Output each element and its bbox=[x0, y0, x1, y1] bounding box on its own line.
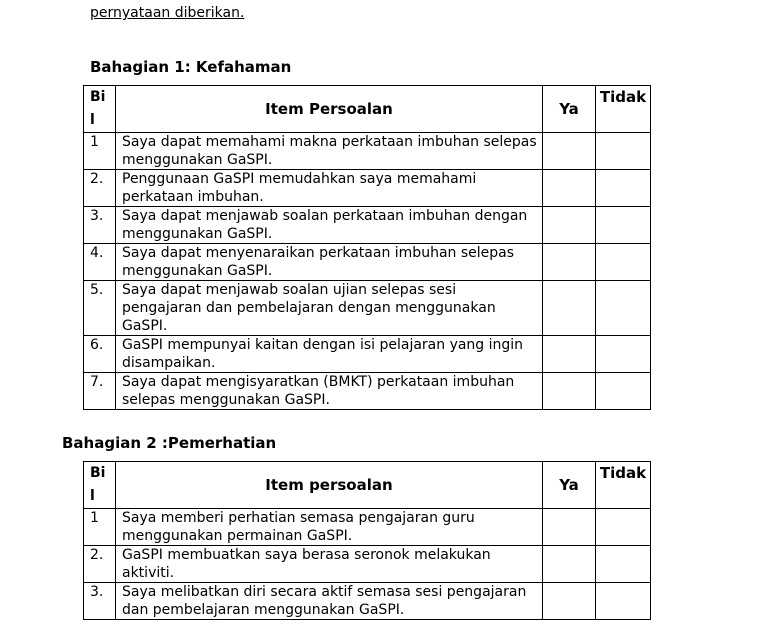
tidak-checkbox-cell[interactable] bbox=[596, 281, 651, 336]
tidak-checkbox-cell[interactable] bbox=[596, 509, 651, 546]
row-statement: Saya dapat memahami makna perkataan imbuhan selepas menggunakan GaSPI. bbox=[116, 133, 543, 170]
tidak-checkbox-cell[interactable] bbox=[596, 546, 651, 583]
row-statement: Saya dapat menjawab soalan perkataan imbuhan dengan menggunakan GaSPI. bbox=[116, 207, 543, 244]
ya-checkbox-cell[interactable] bbox=[543, 583, 596, 620]
ya-checkbox-cell[interactable] bbox=[543, 244, 596, 281]
header-tidak: Tidak bbox=[596, 462, 651, 509]
table-row bbox=[84, 583, 651, 620]
ya-checkbox-cell[interactable] bbox=[543, 170, 596, 207]
table-row bbox=[84, 170, 651, 207]
header-ya: Ya bbox=[543, 462, 596, 509]
tidak-checkbox-cell[interactable] bbox=[596, 170, 651, 207]
intro-text: pernyataan diberikan. bbox=[90, 5, 245, 21]
table-row bbox=[84, 133, 651, 170]
row-statement: GaSPI membuatkan saya berasa seronok melakukan aktiviti. bbox=[116, 546, 543, 583]
ya-checkbox-cell[interactable] bbox=[543, 207, 596, 244]
row-statement: Saya dapat menjawab soalan ujian selepas sesi pengajaran dan pembelajaran dengan menggunakan GaSPI. bbox=[116, 281, 543, 336]
table-header-row bbox=[84, 86, 651, 133]
section-2-table bbox=[83, 461, 651, 620]
ya-checkbox-cell[interactable] bbox=[543, 336, 596, 373]
table-row bbox=[84, 281, 651, 336]
header-item: Item Persoalan bbox=[116, 86, 543, 133]
table-header-row bbox=[84, 462, 651, 509]
row-statement: GaSPI mempunyai kaitan dengan isi pelajaran yang ingin disampaikan. bbox=[116, 336, 543, 373]
ya-checkbox-cell[interactable] bbox=[543, 281, 596, 336]
row-number: 2. bbox=[84, 546, 116, 583]
table-row bbox=[84, 336, 651, 373]
row-number: 1 bbox=[84, 509, 116, 546]
ya-checkbox-cell[interactable] bbox=[543, 133, 596, 170]
table-row bbox=[84, 509, 651, 546]
section-2-rows bbox=[84, 509, 651, 620]
row-number: 5. bbox=[84, 281, 116, 336]
ya-checkbox-cell[interactable] bbox=[543, 509, 596, 546]
header-bil: Bil bbox=[84, 86, 116, 133]
section-1-title: Bahagian 1: Kefahaman bbox=[90, 58, 292, 76]
section-2-title: Bahagian 2 :Pemerhatian bbox=[62, 434, 277, 452]
row-number: 2. bbox=[84, 170, 116, 207]
table-row bbox=[84, 546, 651, 583]
table-row bbox=[84, 244, 651, 281]
section-1-table bbox=[83, 85, 651, 410]
tidak-checkbox-cell[interactable] bbox=[596, 244, 651, 281]
row-statement: Saya dapat mengisyaratkan (BMKT) perkataan imbuhan selepas menggunakan GaSPI. bbox=[116, 373, 543, 410]
row-number: 6. bbox=[84, 336, 116, 373]
header-item: Item persoalan bbox=[116, 462, 543, 509]
section-1-rows bbox=[84, 133, 651, 410]
header-ya: Ya bbox=[543, 86, 596, 133]
header-bil: Bil bbox=[84, 462, 116, 509]
row-number: 7. bbox=[84, 373, 116, 410]
ya-checkbox-cell[interactable] bbox=[543, 546, 596, 583]
ya-checkbox-cell[interactable] bbox=[543, 373, 596, 410]
row-statement: Penggunaan GaSPI memudahkan saya memahami perkataan imbuhan. bbox=[116, 170, 543, 207]
header-tidak: Tidak bbox=[596, 86, 651, 133]
row-number: 3. bbox=[84, 207, 116, 244]
row-statement: Saya memberi perhatian semasa pengajaran guru menggunakan permainan GaSPI. bbox=[116, 509, 543, 546]
tidak-checkbox-cell[interactable] bbox=[596, 373, 651, 410]
tidak-checkbox-cell[interactable] bbox=[596, 336, 651, 373]
row-number: 1 bbox=[84, 133, 116, 170]
tidak-checkbox-cell[interactable] bbox=[596, 583, 651, 620]
table-row bbox=[84, 373, 651, 410]
table-row bbox=[84, 207, 651, 244]
tidak-checkbox-cell[interactable] bbox=[596, 207, 651, 244]
row-number: 3. bbox=[84, 583, 116, 620]
tidak-checkbox-cell[interactable] bbox=[596, 133, 651, 170]
row-number: 4. bbox=[84, 244, 116, 281]
row-statement: Saya dapat menyenaraikan perkataan imbuhan selepas menggunakan GaSPI. bbox=[116, 244, 543, 281]
row-statement: Saya melibatkan diri secara aktif semasa sesi pengajaran dan pembelajaran menggunakan GaSPI. bbox=[116, 583, 543, 620]
